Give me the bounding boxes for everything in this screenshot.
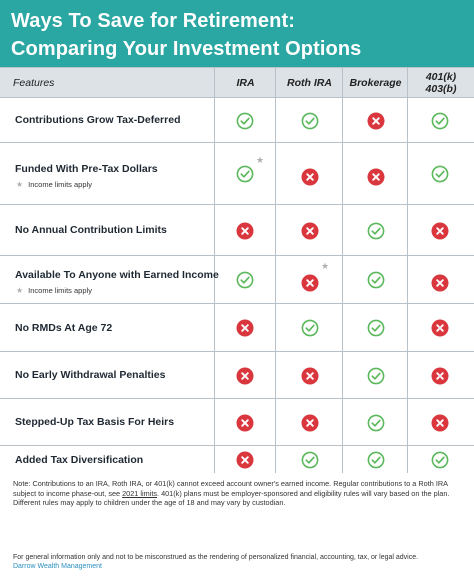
table-row: [0, 143, 474, 205]
feature-label: No RMDs At Age 72: [15, 321, 113, 334]
check-circle-icon: [367, 222, 385, 240]
disclaimer: [13, 553, 463, 571]
feature-label: No Annual Contribution Limits: [15, 224, 167, 236]
x-circle-icon: [236, 451, 254, 469]
table-row: [0, 446, 474, 473]
x-circle-icon: [367, 168, 385, 186]
feature-label: Funded With Pre-Tax Dollars: [15, 162, 158, 175]
table-row: [0, 205, 474, 256]
check-circle-icon: [301, 112, 319, 130]
feature-label: Available To Anyone with Earned Income: [15, 268, 219, 281]
feature-label: Stepped-Up Tax Basis For Heirs: [15, 416, 175, 428]
x-circle-icon: [301, 168, 319, 186]
x-circle-icon: [431, 319, 449, 337]
x-circle-icon: [301, 414, 319, 432]
x-circle-icon: [236, 222, 254, 240]
feature-label: Added Tax Diversification: [15, 453, 144, 466]
check-circle-icon: [431, 112, 449, 130]
check-circle-icon: [367, 367, 385, 385]
check-circle-icon: [367, 319, 385, 337]
page-title-line-1: Ways To Save for Retirement:: [11, 10, 295, 32]
star-icon: ★: [256, 155, 265, 165]
table-header-row: [0, 68, 474, 98]
feature-cell: [15, 446, 143, 473]
table-row: [0, 98, 474, 143]
footnote-text-continued: . 401(k) plans must be employer-sponsored and eligibility rules will vary based on the plan. Different rules may apply to children under the age of 18 and may vary by custodian.: [13, 488, 450, 507]
check-circle-icon: [236, 165, 254, 183]
column-header-features: Features: [13, 77, 55, 89]
note-text: Income limits apply: [28, 179, 92, 189]
column-header-401k-line-2: 403(b): [425, 83, 457, 95]
disclaimer-text: For general information only and not to be misconstrued as the rendering of personalized financial, accounting, tax, or legal advice.: [13, 554, 419, 561]
feature-label: No Early Withdrawal Penalties: [15, 369, 166, 381]
income-limit-note: [15, 286, 219, 295]
x-circle-icon: [301, 222, 319, 240]
check-circle-icon: [236, 271, 254, 289]
table-row: [0, 352, 474, 399]
feature-cell: [15, 143, 158, 204]
check-circle-icon: [367, 414, 385, 432]
star-icon: ★: [16, 285, 24, 295]
footnote: [13, 479, 463, 508]
x-circle-icon: [301, 274, 319, 292]
feature-cell: [15, 98, 180, 142]
column-header-401k-line-1: 401(k): [425, 71, 457, 83]
check-circle-icon: [431, 451, 449, 469]
x-circle-icon: [431, 222, 449, 240]
feature-label: Contributions Grow Tax-Deferred: [15, 114, 181, 126]
limits-link[interactable]: 2021 limits: [122, 488, 158, 498]
note-text: Income limits apply: [28, 285, 92, 295]
feature-cell: [15, 304, 112, 351]
x-circle-icon: [236, 319, 254, 337]
check-circle-icon: [236, 112, 254, 130]
table-row: [0, 399, 474, 446]
column-header-roth-ira: Roth IRA: [287, 77, 332, 89]
x-circle-icon: [431, 414, 449, 432]
check-circle-icon: [301, 319, 319, 337]
feature-cell: [15, 205, 167, 255]
x-circle-icon: [431, 367, 449, 385]
star-icon: ★: [321, 261, 330, 271]
column-header-401k: [408, 68, 474, 98]
column-header-ira: IRA: [236, 77, 255, 89]
feature-cell: [15, 256, 219, 303]
x-circle-icon: [236, 367, 254, 385]
check-circle-icon: [367, 451, 385, 469]
star-icon: ★: [16, 179, 24, 189]
firm-name: Darrow Wealth Management: [13, 563, 102, 570]
column-header-brokerage: Brokerage: [349, 77, 402, 89]
comparison-table: [0, 67, 474, 472]
check-circle-icon: [431, 165, 449, 183]
footnote-text: Note: Contributions to an IRA, Roth IRA, or 401(k) cannot exceed account owner's earned income. Regular contributions to a Roth IRA subject to income phase-out, see: [13, 479, 448, 498]
table-row: [0, 304, 474, 352]
check-circle-icon: [367, 271, 385, 289]
income-limit-note: [15, 180, 158, 189]
x-circle-icon: [236, 414, 254, 432]
x-circle-icon: [301, 367, 319, 385]
table-row: [0, 256, 474, 304]
feature-cell: [15, 399, 174, 445]
feature-cell: [15, 352, 165, 398]
x-circle-icon: [367, 112, 385, 130]
x-circle-icon: [431, 274, 449, 292]
title-banner: [0, 0, 474, 67]
page-title-line-2: Comparing Your Investment Options: [11, 38, 362, 60]
check-circle-icon: [301, 451, 319, 469]
